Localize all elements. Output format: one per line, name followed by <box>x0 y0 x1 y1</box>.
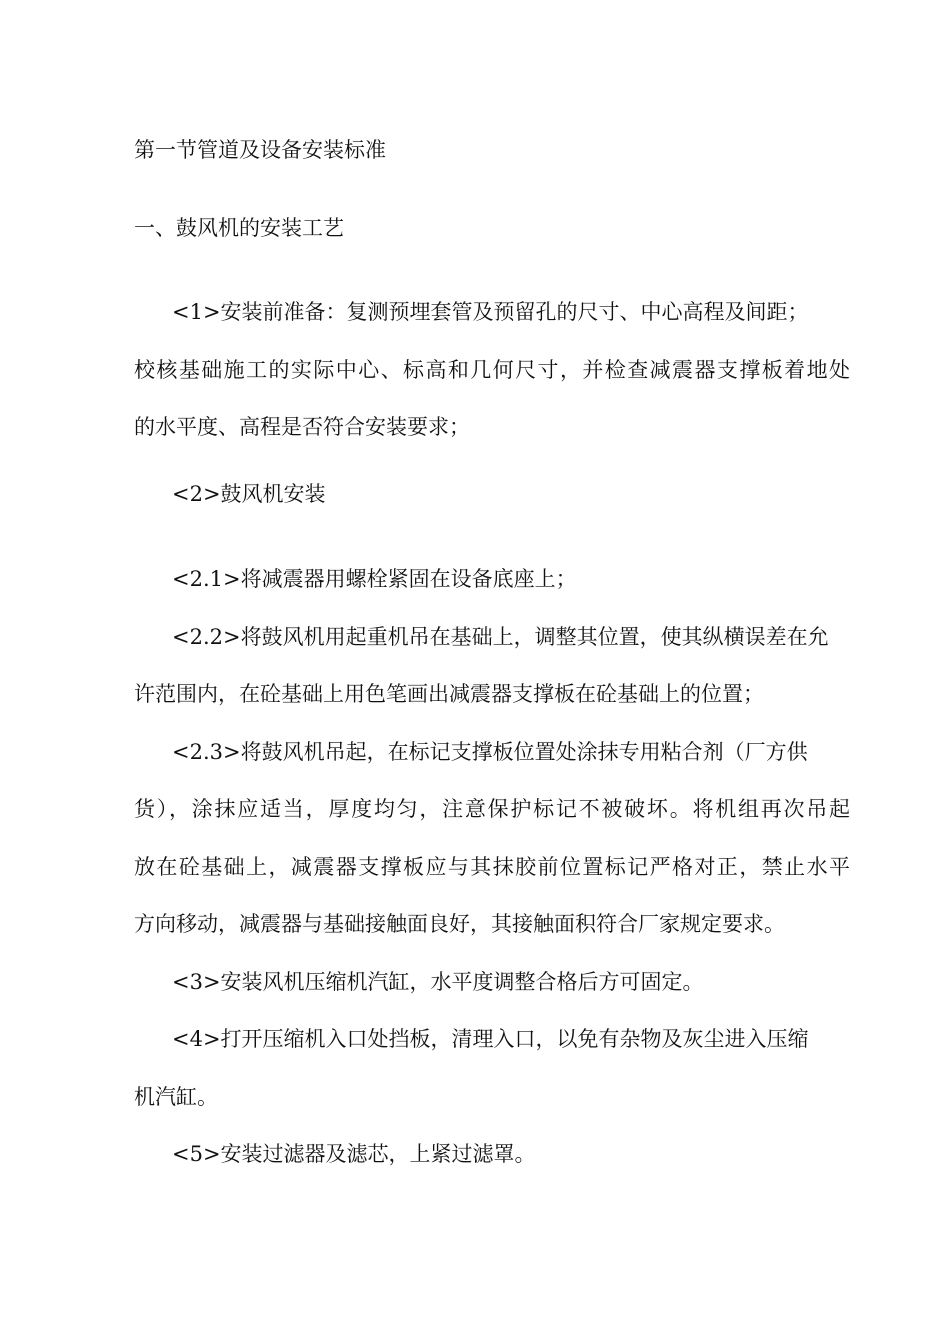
paragraph-4-line-1: <4>打开压缩机入口处挡板，清理入口，以免有杂物及灰尘进入压缩 <box>172 1027 809 1051</box>
heading-blower-installation: 一、鼓风机的安装工艺 <box>134 216 344 240</box>
paragraph-4-line-2: 机汽缸。 <box>134 1085 218 1109</box>
section-title: 第一节管道及设备安装标准 <box>134 138 386 162</box>
paragraph-2-2-line-1: <2.2>将鼓风机用起重机吊在基础上，调整其位置，使其纵横误差在允 <box>172 625 829 649</box>
paragraph-2-3-line-4: 方向移动，减震器与基础接触面良好，其接触面积符合厂家规定要求。 <box>134 912 785 936</box>
paragraph-1-line-2: 校核基础施工的实际中心、标高和几何尺寸，并检查减震器支撑板着地处 <box>134 358 850 382</box>
paragraph-2-3-line-3: 放在砼基础上，减震器支撑板应与其抹胶前位置标记严格对正，禁止水平 <box>134 855 850 879</box>
paragraph-2-2-line-2: 许范围内，在砼基础上用色笔画出减震器支撑板在砼基础上的位置； <box>134 682 764 706</box>
paragraph-2-line-1: <2>鼓风机安装 <box>172 482 326 506</box>
paragraph-5-line-1: <5>安装过滤器及滤芯，上紧过滤罩。 <box>172 1142 536 1166</box>
paragraph-1-line-1: <1>安装前准备：复测预埋套管及预留孔的尺寸、中心高程及间距； <box>172 300 809 324</box>
paragraph-1-line-3: 的水平度、高程是否符合安装要求； <box>134 415 470 439</box>
paragraph-2-1-line-1: <2.1>将减震器用螺栓紧固在设备底座上； <box>172 567 577 591</box>
paragraph-3-line-1: <3>安装风机压缩机汽缸，水平度调整合格后方可固定。 <box>172 970 704 994</box>
paragraph-2-3-line-2: 货），涂抹应适当，厚度均匀，注意保护标记不被破坏。将机组再次吊起 <box>134 797 850 821</box>
paragraph-2-3-line-1: <2.3>将鼓风机吊起，在标记支撑板位置处涂抹专用粘合剂（厂方供 <box>172 740 808 764</box>
